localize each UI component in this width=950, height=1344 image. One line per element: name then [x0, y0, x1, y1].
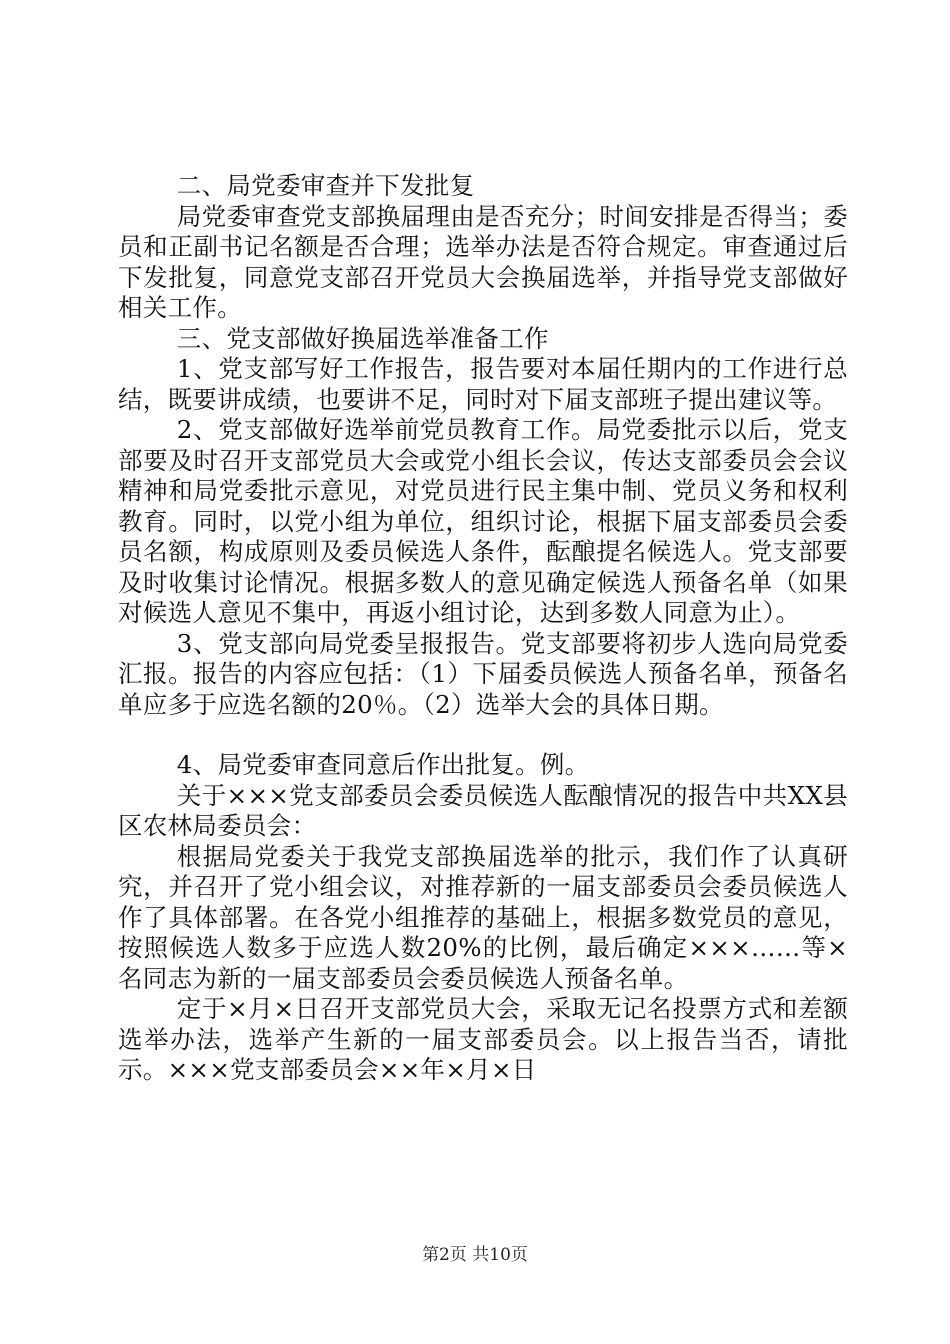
paragraph-item-4: 4、局党委审查同意后作出批复。例。 — [176, 750, 590, 779]
page-number-label: 第2页 共10页 — [422, 1245, 528, 1265]
section-heading-review: 二、局党委审查并下发批复 — [176, 171, 475, 200]
paragraph-report-body: 根据局党委关于我党支部换届选举的批示，我们作了认真研究，并召开了党小组会议，对推荐新的一届支部委员会委员候选人作了具体部署。在各党小组推荐的基础上，根据多数党员的意见，按照候选人数多于应选人数20%的比例，最后确定×××……等×名同志为新的一届支部委员会委员候选人预备名单。 — [118, 841, 848, 993]
paragraph-item-2: 2、党支部做好选举前党员教育工作。局党委批示以后，党支部要及时召开支部党员大会或党小组长会议，传达支部委员会会议精神和局党委批示意见，对党员进行民主集中制、党员义务和权利教育。同时，以党小组为单位，组织讨论，根据下届支部委员会委员名额，构成原则及委员候选人条件，酝酿提名候选人。党支部要及时收集讨论情况。根据多数人的意见确定候选人预备名单（如果对候选人意见不集中，再返小组讨论，达到多数人同意为止）。 — [118, 415, 848, 627]
section-heading-preparation: 三、党支部做好换届选举准备工作 — [176, 323, 549, 353]
document-body — [118, 171, 848, 1086]
paragraph-review-content: 局党委审查党支部换届理由是否充分；时间安排是否得当；委员和正副书记名额是否合理；选举办法是否符合规定。审查通过后下发批复，同意党支部召开党员大会换届选举，并指导党支部做好相关工作。 — [118, 201, 848, 322]
page-footer — [0, 1245, 950, 1265]
paragraph-report-closing: 定于×月×日召开支部党员大会，采取无记名投票方式和差额选举办法，选举产生新的一届支部委员会。以上报告当否，请批示。×××党支部委员会××年×月×日 — [118, 994, 848, 1084]
paragraph-report-title: 关于×××党支部委员会委员候选人酝酿情况的报告中共XX县区农林局委员会： — [118, 780, 848, 840]
paragraph-item-3: 3、党支部向局党委呈报报告。党支部要将初步人选向局党委汇报。报告的内容应包括：（1）下届委员候选人预备名单，预备名单应多于应选名额的20％。（2）选举大会的具体日期。 — [118, 628, 848, 719]
paragraph-item-1: 1、党支部写好工作报告，报告要对本届任期内的工作进行总结，既要讲成绩，也要讲不足，同时对下届支部班子提出建议等。 — [118, 354, 848, 414]
